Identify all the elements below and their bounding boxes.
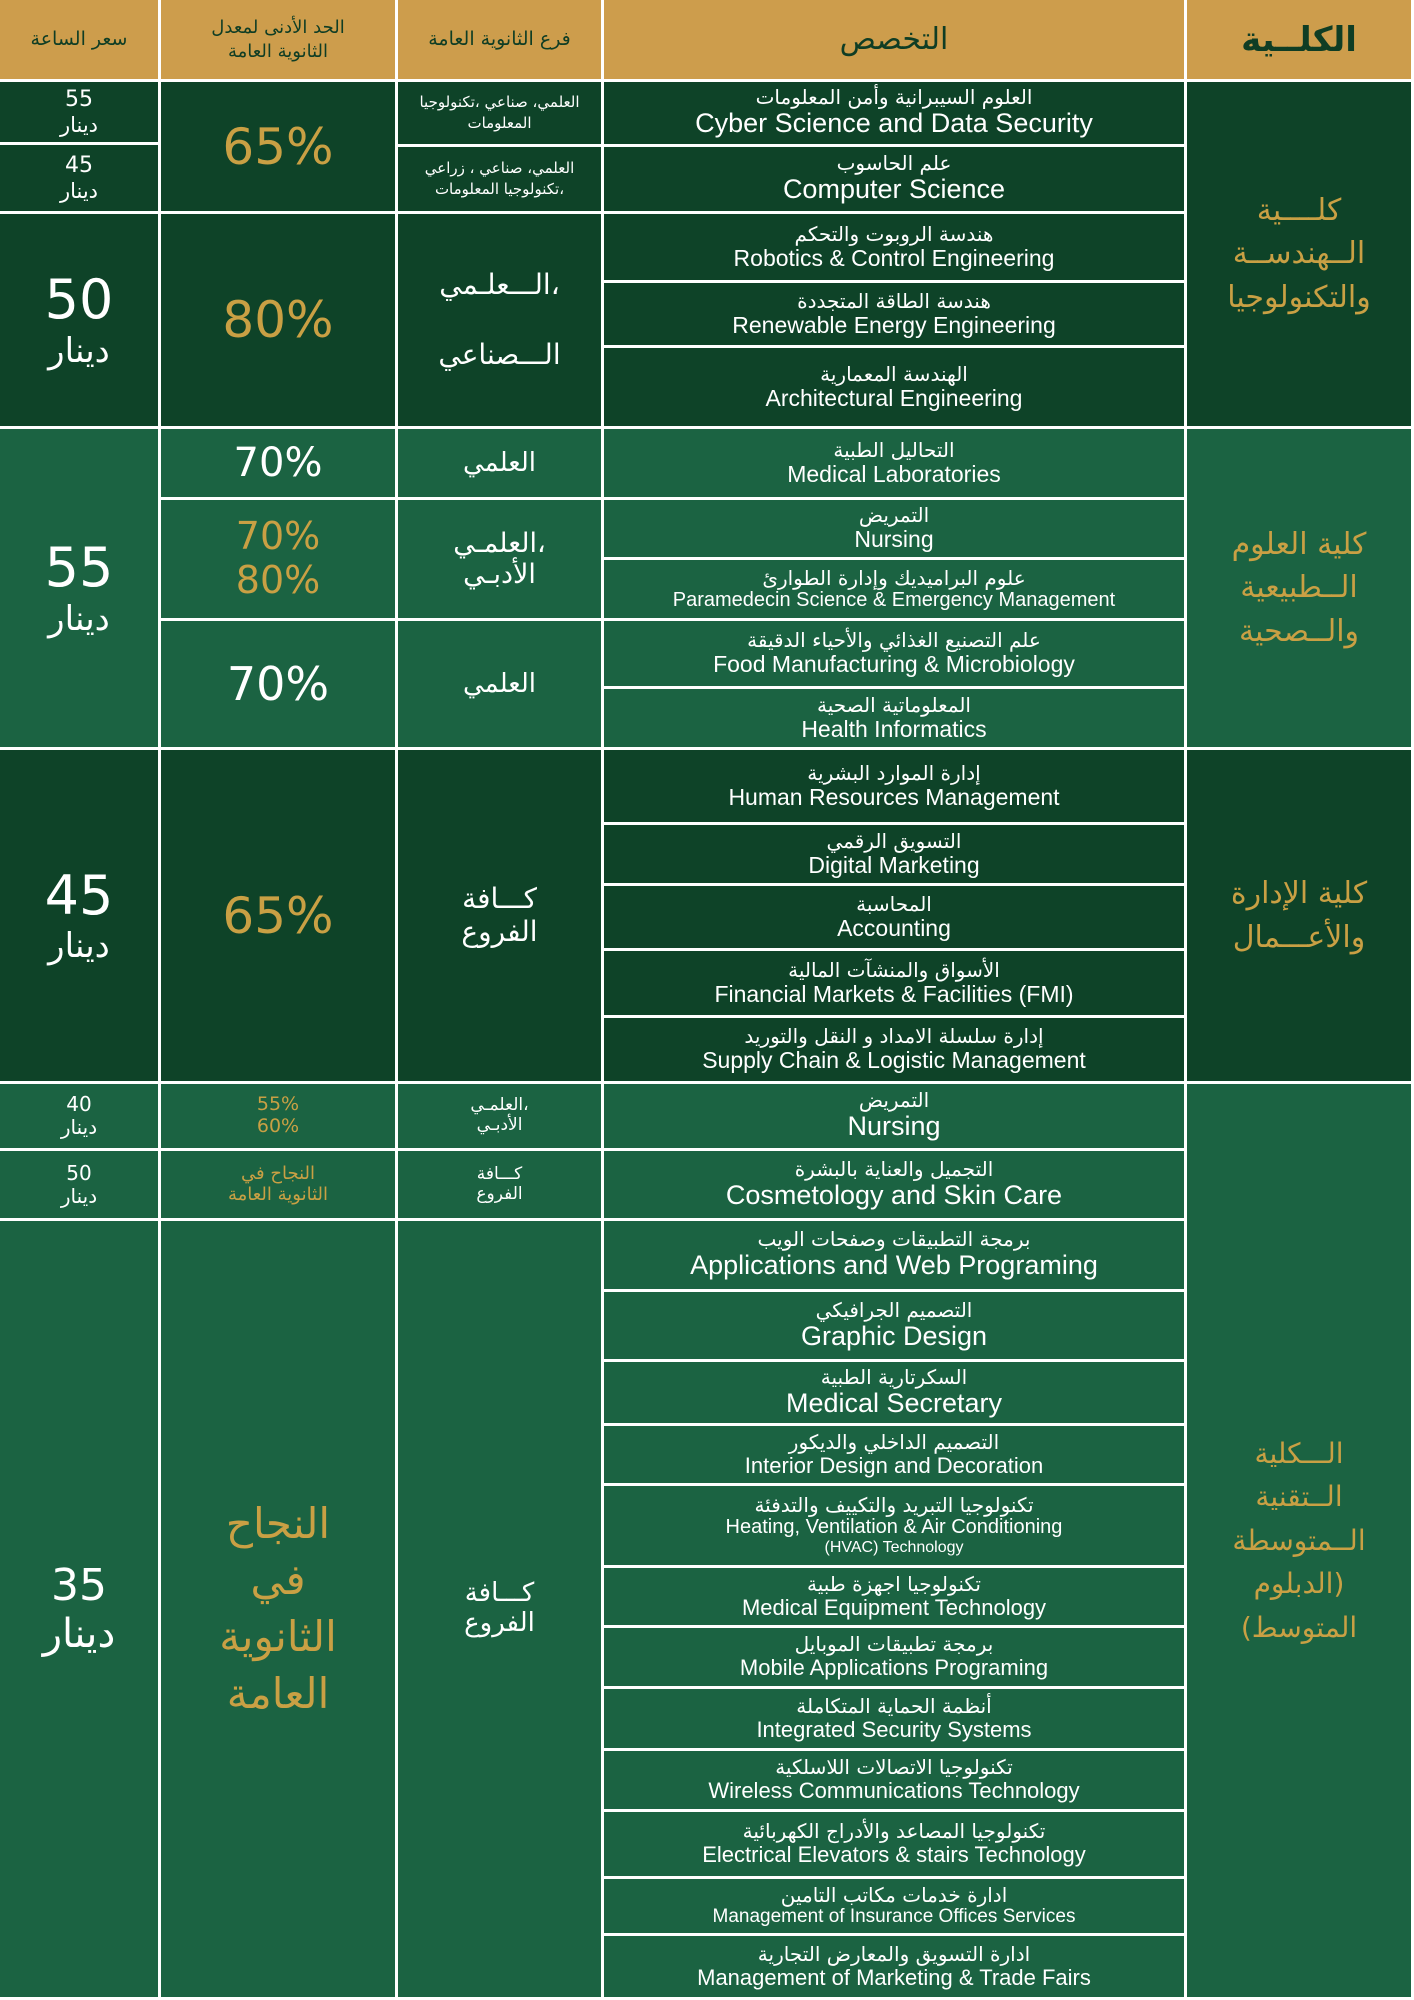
cell-text: كـــافة [462, 882, 537, 916]
cell-text: Cosmetology and Skin Care [725, 1179, 1063, 1210]
specialty-medical-secretary [604, 1362, 1187, 1426]
cell-text: ادارة التسويق والمعارض التجارية [757, 1941, 1031, 1966]
cell-text: Digital Marketing [808, 851, 980, 878]
cell-text: الـــعلـمي، [439, 267, 560, 301]
branch-computer-science [398, 147, 604, 214]
cell-text: الثانوية العامة [227, 1183, 329, 1205]
cell-text: Financial Markets & Facilities (FMI) [714, 980, 1074, 1007]
cell-text: الحد الأدنى لمعدل الثانوية العامة [211, 17, 345, 62]
specialty-web-programing [604, 1221, 1187, 1292]
specialty-renewable-energy [604, 283, 1187, 348]
specialty-digital-marketing [604, 825, 1187, 886]
cell-text: دينار [42, 1611, 116, 1658]
cell-text: Wireless Communications Technology [708, 1778, 1080, 1804]
cell-text: Medical Equipment Technology [741, 1594, 1047, 1620]
cell-text: Food Manufacturing & Microbiology [713, 651, 1075, 678]
cell-text: 65% [222, 886, 334, 945]
cell-text: 35 [51, 1559, 107, 1611]
price-business [0, 750, 161, 1084]
cell-text: الأدبـي [476, 1115, 523, 1135]
cell-text: علم التصنيع الغذائي والأحياء الدقيقة [747, 628, 1041, 653]
cell-text: Applications and Web Programing [690, 1250, 1098, 1281]
cell-text: 80% [235, 558, 321, 602]
branch-engineering [398, 214, 604, 429]
cell-text: 55 [65, 87, 93, 113]
specialty-computer-science [604, 147, 1187, 214]
cell-text: دينار [48, 330, 110, 371]
branch-nursing-paramedic [398, 500, 604, 621]
cell-text: (HVAC) Technology [824, 1538, 964, 1556]
specialty-wireless [604, 1751, 1187, 1812]
cell-text: العلمي، صناعي ،تكنولوجيا المعلومات [419, 93, 580, 132]
cell-text: في [250, 1555, 306, 1605]
cell-text: Robotics & Control Engineering [733, 244, 1055, 271]
cell-text: الأسواق والمنشآت المالية [788, 957, 1000, 982]
cell-text: النجاح في [241, 1162, 315, 1184]
cell-text: العلوم السيبرانية وأمن المعلومات [755, 85, 1033, 110]
cell-text: تكنولوجيا الاتصالات اللاسلكية [775, 1755, 1013, 1780]
specialty-insurance [604, 1879, 1187, 1936]
specialty-supply-chain [604, 1018, 1187, 1084]
cell-text: Supply Chain & Logistic Management [702, 1047, 1086, 1074]
cell-text: فرع الثانوية العامة [428, 28, 571, 51]
cell-text: أنظمة الحماية المتكاملة [796, 1693, 992, 1718]
cell-text: العامة [226, 1668, 330, 1718]
cell-text: Computer Science [782, 174, 1006, 205]
cell-text: سعر الساعة [30, 28, 128, 51]
cell-text: هندسة الطاقة المتجددة [797, 288, 991, 313]
cell-text: 55% [256, 1093, 300, 1116]
average-diploma-nursing [161, 1084, 398, 1151]
cell-text: العلمي [463, 669, 536, 699]
college-technical [1187, 1084, 1414, 2000]
cell-text: Renewable Energy Engineering [732, 311, 1056, 338]
specialty-interior-design [604, 1426, 1187, 1486]
cell-text: كـــافة [464, 1578, 535, 1609]
specialty-architecture [604, 348, 1187, 429]
cell-text: العلمـي، [470, 1095, 529, 1116]
college-health [1187, 429, 1414, 750]
specialty-nursing [604, 500, 1187, 560]
cell-text: 65% [222, 117, 334, 176]
cell-text: Paramedecin Science & Emergency Management [672, 588, 1116, 611]
header-branch [398, 0, 604, 82]
cell-text: دينار [59, 178, 99, 203]
cell-text: 50 [44, 268, 114, 332]
cell-text: التمريض [858, 1088, 930, 1113]
cell-text: كلية العلوم الــطبيعية والــصحية [1231, 526, 1367, 649]
average-cyber-cs [161, 82, 398, 214]
header-college [1187, 0, 1414, 82]
specialty-food-manufacturing [604, 621, 1187, 689]
cell-text: التصميم الداخلي والديكور [788, 1429, 1000, 1454]
cell-text: تكنولوجيا المصاعد والأدراج الكهربائية [742, 1819, 1046, 1844]
price-diploma [0, 1221, 161, 2000]
cell-text: علم الحاسوب [836, 151, 952, 176]
cell-text: 80% [222, 291, 334, 349]
cell-text: كلية الإدارة والأعـــمال [1230, 876, 1368, 955]
cell-text: 50 [66, 1160, 92, 1185]
specialty-robotics [604, 214, 1187, 283]
cell-text: Nursing [847, 1111, 941, 1142]
average-nursing-paramedic [161, 500, 398, 621]
header-specialty [604, 0, 1187, 82]
cell-text: النجاح [225, 1498, 331, 1548]
cell-text: Cyber Science and Data Security [695, 108, 1093, 139]
cell-text: الفروع [461, 914, 538, 948]
price-diploma-nursing [0, 1084, 161, 1151]
cell-text: السكرتارية الطبية [820, 1364, 968, 1389]
cell-text: المحاسبة [856, 891, 932, 916]
average-cosmetology [161, 1151, 398, 1221]
branch-cosmetology [398, 1151, 604, 1221]
average-diploma [161, 1221, 398, 2000]
cell-text: Health Informatics [801, 715, 987, 742]
specialty-cosmetology [604, 1151, 1187, 1221]
cell-text: Human Resources Management [728, 783, 1060, 810]
cell-text: Mobile Applications Programing [739, 1655, 1049, 1681]
price-engineering [0, 214, 161, 429]
cell-text: دينار [59, 112, 99, 137]
cell-text: 45 [44, 863, 114, 927]
cell-text: التخصص [839, 22, 949, 57]
cell-text: Electrical Elevators & stairs Technology [702, 1842, 1086, 1868]
cell-text: الفروع [476, 1183, 523, 1204]
specialty-graphic-design [604, 1292, 1187, 1362]
specialty-mobile-programing [604, 1628, 1187, 1689]
cell-text: إدارة سلسلة الامداد و النقل والتوريد [744, 1024, 1044, 1049]
specialty-elevators [604, 1812, 1187, 1879]
cell-text: الـــصناعي [438, 338, 561, 371]
branch-medical-labs [398, 429, 604, 500]
average-food-informatics [161, 621, 398, 750]
cell-text: Accounting [837, 914, 951, 941]
average-business [161, 750, 398, 1084]
cell-text: الـــكلية الــتقنية الــمتوسطة (الدبلوم المتوسط) [1232, 1437, 1366, 1644]
specialty-hr-management [604, 750, 1187, 825]
price-cosmetology [0, 1151, 161, 1221]
specialty-hvac [604, 1486, 1187, 1568]
cell-text: تكنولوجيا اجهزة طبية [807, 1571, 981, 1596]
cell-text: برمجة التطبيقات وصفحات الويب [757, 1227, 1031, 1252]
cell-text: Architectural Engineering [765, 384, 1023, 411]
cell-text: العلمي، صناعي ، زراعي ،تكنولوجيا المعلومات [424, 159, 575, 198]
cell-text: التحاليل الطبية [833, 437, 955, 462]
cell-text: العلمـي، [453, 527, 546, 559]
average-engineering [161, 214, 398, 429]
cell-text: الهندسة المعمارية [820, 361, 968, 386]
cell-text: 55 [44, 536, 114, 600]
cell-text: Interior Design and Decoration [744, 1452, 1044, 1478]
cell-text: Management of Marketing & Trade Fairs [697, 1964, 1091, 1990]
cell-text: إدارة الموارد البشرية [807, 760, 981, 785]
specialty-cyber-security [604, 82, 1187, 147]
cell-text: التسويق الرقمي [826, 828, 962, 853]
cell-text: 70% [233, 440, 323, 486]
college-engineering [1187, 82, 1414, 429]
cell-text: Medical Secretary [785, 1387, 1003, 1418]
branch-business-all [398, 750, 604, 1084]
cell-text: ادارة خدمات مكاتب التامين [780, 1883, 1008, 1908]
price-cyber [0, 82, 161, 145]
specialty-financial-markets [604, 951, 1187, 1018]
specialty-security-systems [604, 1689, 1187, 1751]
header-min-average [161, 0, 398, 82]
cell-text: دينار [60, 1115, 98, 1139]
cell-text: هندسة الروبوت والتحكم [794, 221, 994, 246]
cell-text: الكلــية [1241, 19, 1357, 60]
specialty-medical-equipment [604, 1568, 1187, 1628]
college-business [1187, 750, 1414, 1084]
specialty-medical-labs [604, 429, 1187, 500]
cell-text: دينار [48, 926, 110, 966]
cell-text: 70% [235, 514, 321, 559]
cell-text: Integrated Security Systems [756, 1716, 1032, 1742]
branch-diploma-all [398, 1221, 604, 2000]
cell-text: Management of Insurance Offices Services [712, 1906, 1076, 1928]
cell-text: الثانوية [219, 1612, 337, 1661]
specialty-diploma-nursing [604, 1084, 1187, 1151]
branch-food-informatics [398, 621, 604, 750]
cell-text: المعلوماتية الصحية [817, 692, 971, 717]
branch-cyber [398, 82, 604, 147]
specialty-accounting [604, 886, 1187, 951]
cell-text: الفروع [464, 1608, 535, 1638]
specialty-trade-fairs [604, 1936, 1187, 2000]
cell-text: 60% [256, 1115, 300, 1137]
average-medical-labs [161, 429, 398, 500]
cell-text: كـــافة [476, 1163, 523, 1184]
cell-text: التمريض [858, 503, 930, 528]
cell-text: العلمي [463, 448, 536, 478]
price-health [0, 429, 161, 750]
cell-text: التصميم الجرافيكي [815, 1297, 973, 1322]
cell-text: 70% [226, 657, 330, 711]
specialty-paramedic [604, 560, 1187, 621]
cell-text: Graphic Design [800, 1320, 988, 1351]
cell-text: تكنولوجيا التبريد والتكييف والتدفئة [754, 1492, 1034, 1517]
cell-text: 40 [66, 1092, 92, 1116]
cell-text: Medical Laboratories [787, 460, 1001, 487]
branch-diploma-nursing [398, 1084, 604, 1151]
header-hour-price [0, 0, 161, 82]
price-computer-science [0, 145, 161, 214]
cell-text: الأدبـي [463, 559, 536, 590]
cell-text: برمجة تطبيقات الموبايل [794, 1632, 994, 1657]
cell-text: دينار [48, 598, 110, 639]
specialty-health-informatics [604, 689, 1187, 750]
cell-text: التجميل والعناية بالبشرة [794, 1156, 994, 1181]
cell-text: علوم البراميديك وإدارة الطوارئ [762, 565, 1026, 590]
cell-text: 45 [65, 153, 93, 179]
cell-text: Nursing [854, 526, 934, 553]
cell-text: Heating, Ventilation & Air Conditioning [725, 1515, 1063, 1538]
cell-text: دينار [60, 1183, 98, 1208]
cell-text: كلــــية الــهندســة والتكنولوجيا [1227, 192, 1371, 315]
